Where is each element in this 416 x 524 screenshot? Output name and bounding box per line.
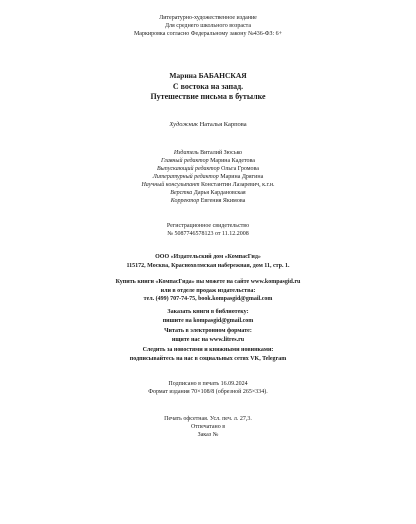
author-name: Марина БАБАНСКАЯ	[169, 71, 247, 80]
news-line: Следить за новостями и книжными новинками:	[142, 347, 274, 353]
library-block	[0, 308, 416, 325]
credit-role: Научный консультант	[141, 182, 200, 188]
illustrator-line	[0, 121, 416, 129]
library-line: Заказать книги в библиотеку:	[167, 309, 249, 315]
ebook-line: ищите нас на www.litres.ru	[171, 336, 245, 343]
credit-name: Виталий Зюсько	[200, 150, 243, 156]
footer-block	[0, 415, 416, 439]
footer-line: Печать офсетная. Усл. печ. л. 27,3.	[164, 416, 252, 422]
header-line: Литературно-художественное издание	[159, 15, 257, 21]
header-line: Для среднего школьного возраста	[164, 23, 252, 29]
registration-line: Регистрационное свидетельство	[166, 223, 250, 229]
header-block	[0, 14, 416, 38]
buy-block	[0, 278, 416, 304]
credit-name: Константин Лазаревич, к.г.н.	[200, 182, 275, 188]
ebook-line: Читать в электронном формате:	[164, 328, 252, 334]
publisher-name: ООО «Издательский дом «КомпасГид»	[155, 254, 261, 260]
credit-line	[0, 157, 416, 165]
print-line: Подписано в печать 16.09.2024	[168, 381, 248, 387]
registration-line: № 5087746578123 от 11.12.2008	[167, 231, 249, 237]
credit-name: Марина Кадетова	[210, 158, 255, 164]
footer-line: Отпечатано в	[190, 424, 226, 430]
credit-name: Евгения Якимова	[200, 198, 246, 204]
credit-role: Главный редактор	[161, 158, 209, 164]
credit-line	[0, 165, 416, 173]
credit-line	[0, 181, 416, 189]
credit-role: Выпускающий редактор	[157, 166, 220, 172]
publisher-address: 115172, Москва, Краснохолмская набережная, дом 11, стр. 1.	[126, 262, 290, 269]
print-block	[0, 380, 416, 396]
publisher-block	[0, 253, 416, 270]
header-line: Маркировка согласно Федеральному закону №436-ФЗ: 6+	[133, 31, 283, 37]
illustrator-role: Художник	[169, 121, 198, 128]
credit-role: Корректор	[170, 198, 200, 204]
credit-name: Дарья Кардановская	[193, 190, 246, 196]
buy-line: или в отделе продаж издательства:	[160, 287, 256, 294]
credit-line	[0, 189, 416, 197]
book-title	[0, 82, 416, 102]
news-block	[0, 346, 416, 363]
credits-block	[0, 149, 416, 205]
credit-name: Марина Дрягина	[220, 174, 264, 180]
ebook-block	[0, 327, 416, 344]
library-line: пишите на kompasgid@gmail.com	[162, 317, 254, 324]
print-line: Формат издания 70×108/8 (обрезной 265×334).	[148, 389, 268, 395]
credit-line	[0, 149, 416, 157]
credit-role: Издатель	[173, 150, 199, 156]
buy-line: тел. (499) 707-74-75, book.kompasgid@gmail.com	[143, 296, 273, 302]
credit-line	[0, 173, 416, 181]
illustrator-name: Наталья Карпова	[199, 121, 247, 128]
registration-block	[0, 222, 416, 238]
title-line-1: С востока на запад.	[172, 82, 244, 91]
credit-role: Верстка	[170, 190, 193, 196]
credit-role: Литературный редактор	[152, 174, 219, 180]
buy-line: Купить книги «КомпасГида» вы можете на сайте www.kompasgid.ru	[115, 279, 301, 285]
news-line: подписывайтесь на нас в социальных сетях VK, Telegram	[129, 355, 287, 362]
footer-line: Заказ №	[197, 432, 219, 438]
credit-line	[0, 197, 416, 205]
title-line-2: Путешествие письма в бутылке	[150, 92, 266, 101]
credit-name: Ольга Громова	[221, 166, 259, 172]
